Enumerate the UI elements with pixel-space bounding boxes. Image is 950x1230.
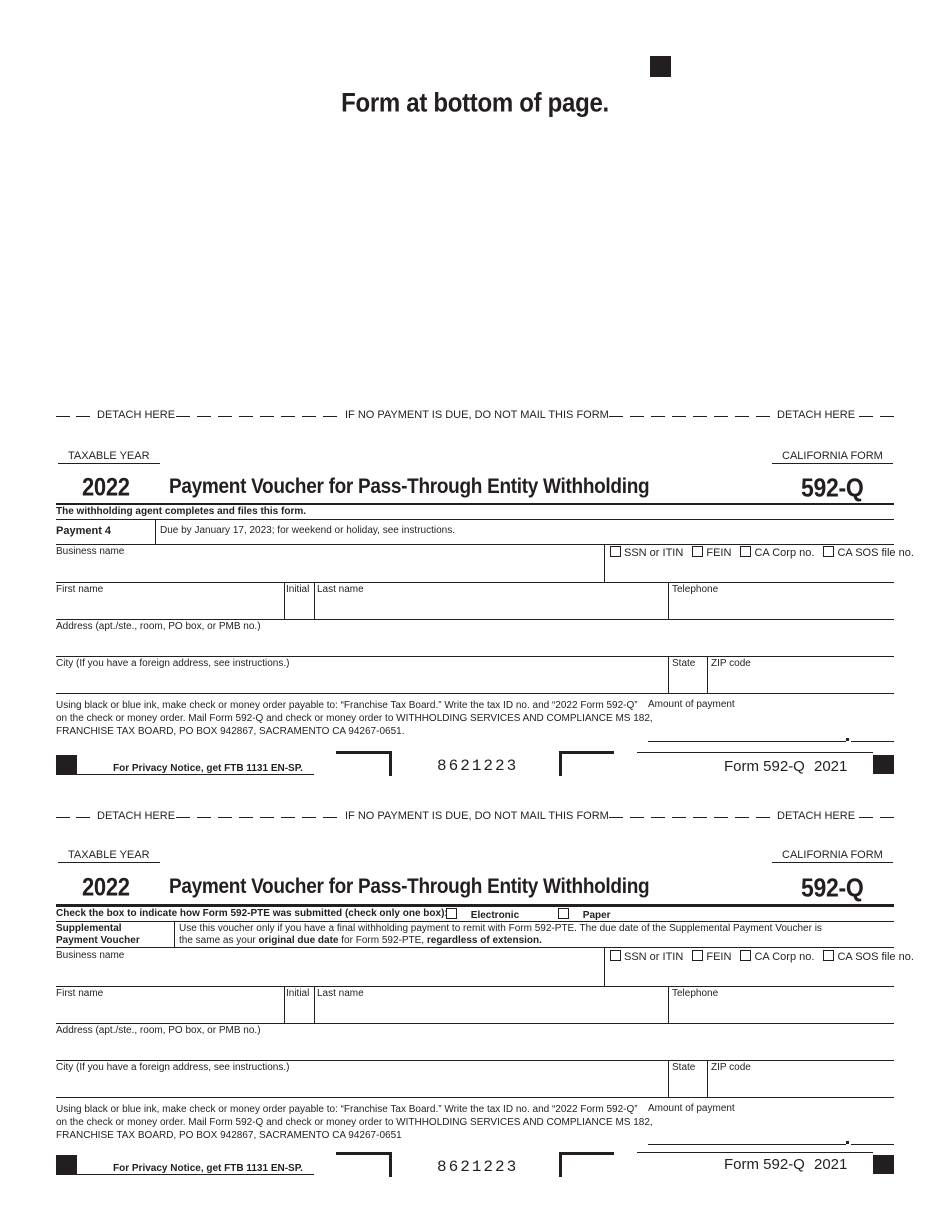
payment-number: Payment 4: [56, 525, 112, 537]
state-field[interactable]: State: [672, 658, 696, 669]
instructions-line-2: on the check or money order. Mail Form 592-Q and check or money order to WITHHOLDING SERVICES AND COMPLIANCE MS 182,: [56, 713, 653, 724]
zip-code-field[interactable]: ZIP code: [711, 658, 751, 669]
original-due-date-emphasis: original due date: [258, 935, 339, 946]
ssn-itin-label: SSN or ITIN: [624, 547, 684, 559]
business-name-field[interactable]: Business name: [56, 950, 125, 961]
ssn-itin-checkbox[interactable]: [610, 950, 621, 961]
ca-sos-checkbox[interactable]: [823, 950, 834, 961]
due-date-text: Due by January 17, 2023; for weekend or holiday, see instructions.: [160, 525, 455, 536]
scan-code: 8621223: [437, 1158, 519, 1176]
tax-year: 2022: [82, 873, 130, 901]
taxable-year-label: TAXABLE YEAR: [58, 849, 160, 863]
privacy-notice: For Privacy Notice, get FTB 1131 EN-SP.: [113, 1163, 303, 1174]
page-top-note: Form at bottom of page.: [341, 88, 609, 119]
scan-code: 8621223: [437, 757, 519, 775]
scan-bracket-right: [559, 751, 614, 776]
paper-option[interactable]: [552, 908, 611, 921]
supplemental-label-line-1: Supplemental: [56, 923, 122, 934]
supplemental-text-line-1: Use this voucher only if you have a final withholding payment to remit with Form 592-PTE. The due date of the Supplemental Payment Voucher is: [179, 923, 822, 934]
city-field[interactable]: City (If you have a foreign address, see instructions.): [56, 658, 290, 669]
mailing-instructions: [56, 1103, 653, 1142]
ssn-itin-checkbox[interactable]: [610, 546, 621, 557]
regardless-of-extension-emphasis: regardless of extension.: [426, 935, 542, 946]
california-form-label: CALIFORNIA FORM: [772, 849, 893, 863]
instructions-line-3: FRANCHISE TAX BOARD, PO BOX 942867, SACRAMENTO CA 94267-0651.: [56, 726, 405, 737]
amount-of-payment-label: Amount of payment: [648, 699, 735, 710]
scan-bracket-left: [336, 751, 392, 776]
detach-right-label: DETACH HERE: [777, 409, 856, 421]
detach-center-label: IF NO PAYMENT IS DUE, DO NOT MAIL THIS FORM: [345, 810, 609, 822]
id-type-options: [604, 950, 914, 963]
instructions-line-2: on the check or money order. Mail Form 592-Q and check or money order to WITHHOLDING SERVICES AND COMPLIANCE MS 182,: [56, 1117, 653, 1128]
ca-corp-label: CA Corp no.: [754, 547, 815, 559]
amount-field[interactable]: [648, 741, 846, 742]
ca-corp-checkbox[interactable]: [740, 546, 751, 557]
instructions-line-1: Using black or blue ink, make check or money order payable to: “Franchise Tax Board.” Write the tax ID no. and “2022 Form 592-Q”: [56, 1104, 638, 1115]
paper-checkbox[interactable]: [558, 908, 569, 919]
fein-checkbox[interactable]: [692, 950, 703, 961]
ca-sos-label: CA SOS file no.: [837, 547, 914, 559]
registration-mark: [56, 755, 77, 774]
california-form-label: CALIFORNIA FORM: [772, 450, 893, 464]
supplemental-description: [179, 923, 822, 947]
supp-text-part: the same as your: [179, 935, 259, 946]
registration-mark: [873, 755, 894, 774]
form-number: 592-Q: [801, 873, 864, 903]
last-name-field[interactable]: Last name: [317, 988, 364, 999]
fein-checkbox[interactable]: [692, 546, 703, 557]
initial-field[interactable]: Initial: [286, 584, 310, 595]
fein-label: FEIN: [706, 951, 732, 963]
agent-note: The withholding agent completes and files this form.: [56, 506, 307, 517]
amount-of-payment-label: Amount of payment: [648, 1103, 735, 1114]
footer-year: 2021: [814, 758, 848, 775]
taxable-year-label: TAXABLE YEAR: [58, 450, 160, 464]
amount-cents-field[interactable]: [851, 1144, 894, 1145]
zip-code-field[interactable]: ZIP code: [711, 1062, 751, 1073]
mailing-instructions: [56, 699, 653, 738]
instructions-line-3: FRANCHISE TAX BOARD, PO BOX 942867, SACRAMENTO CA 94267-0651: [56, 1130, 402, 1141]
state-field[interactable]: State: [672, 1062, 696, 1073]
id-type-options: [604, 546, 914, 559]
form-number: 592-Q: [801, 473, 864, 503]
scan-bracket-left: [336, 1152, 392, 1177]
supplemental-label-line-2: Payment Voucher: [56, 935, 140, 946]
detach-left-label: DETACH HERE: [97, 409, 176, 421]
tax-year: 2022: [82, 473, 130, 501]
detach-center-label: IF NO PAYMENT IS DUE, DO NOT MAIL THIS FORM: [345, 409, 609, 421]
scan-bracket-right: [559, 1152, 614, 1177]
ca-sos-label: CA SOS file no.: [837, 951, 914, 963]
ssn-itin-label: SSN or ITIN: [624, 951, 684, 963]
ca-corp-label: CA Corp no.: [754, 951, 815, 963]
supplemental-text-line-2: [179, 935, 822, 947]
detach-line: [56, 408, 896, 424]
amount-field[interactable]: [648, 1144, 846, 1145]
ca-corp-checkbox[interactable]: [740, 950, 751, 961]
registration-mark: [56, 1155, 77, 1174]
submission-method-row: [56, 908, 448, 919]
detach-line: [56, 809, 896, 825]
address-field[interactable]: Address (apt./ste., room, PO box, or PMB no.): [56, 621, 261, 632]
supp-text-part: for Form 592-PTE,: [338, 935, 427, 946]
instructions-line-1: Using black or blue ink, make check or money order payable to: “Franchise Tax Board.” Write the tax ID no. and “2022 Form 592-Q”: [56, 700, 638, 711]
amount-cents-field[interactable]: [851, 741, 894, 742]
paper-label: Paper: [582, 910, 611, 921]
last-name-field[interactable]: Last name: [317, 584, 364, 595]
first-name-field[interactable]: First name: [56, 988, 104, 999]
electronic-checkbox[interactable]: [446, 908, 457, 919]
footer-form-number: Form 592-Q: [724, 1156, 805, 1173]
first-name-field[interactable]: First name: [56, 584, 104, 595]
telephone-field[interactable]: Telephone: [672, 988, 719, 999]
fein-label: FEIN: [706, 547, 732, 559]
initial-field[interactable]: Initial: [286, 988, 310, 999]
form-title: Payment Voucher for Pass-Through Entity Withholding: [169, 475, 650, 499]
electronic-label: Electronic: [470, 910, 520, 921]
form-title: Payment Voucher for Pass-Through Entity Withholding: [169, 875, 650, 899]
registration-mark: [873, 1155, 894, 1174]
electronic-option[interactable]: [440, 908, 519, 921]
detach-right-label: DETACH HERE: [777, 810, 856, 822]
supplemental-label: [56, 923, 140, 947]
ca-sos-checkbox[interactable]: [823, 546, 834, 557]
submission-method-prompt: Check the box to indicate how Form 592-PTE was submitted (check only one box):: [56, 908, 448, 919]
footer-year: 2021: [814, 1156, 848, 1173]
detach-left-label: DETACH HERE: [97, 810, 176, 822]
address-field[interactable]: Address (apt./ste., room, PO box, or PMB no.): [56, 1025, 261, 1036]
telephone-field[interactable]: Telephone: [672, 584, 719, 595]
city-field[interactable]: City (If you have a foreign address, see instructions.): [56, 1062, 290, 1073]
footer-form-number: Form 592-Q: [724, 758, 805, 775]
privacy-notice: For Privacy Notice, get FTB 1131 EN-SP.: [113, 763, 303, 774]
registration-mark: [650, 56, 671, 77]
business-name-field[interactable]: Business name: [56, 546, 125, 557]
